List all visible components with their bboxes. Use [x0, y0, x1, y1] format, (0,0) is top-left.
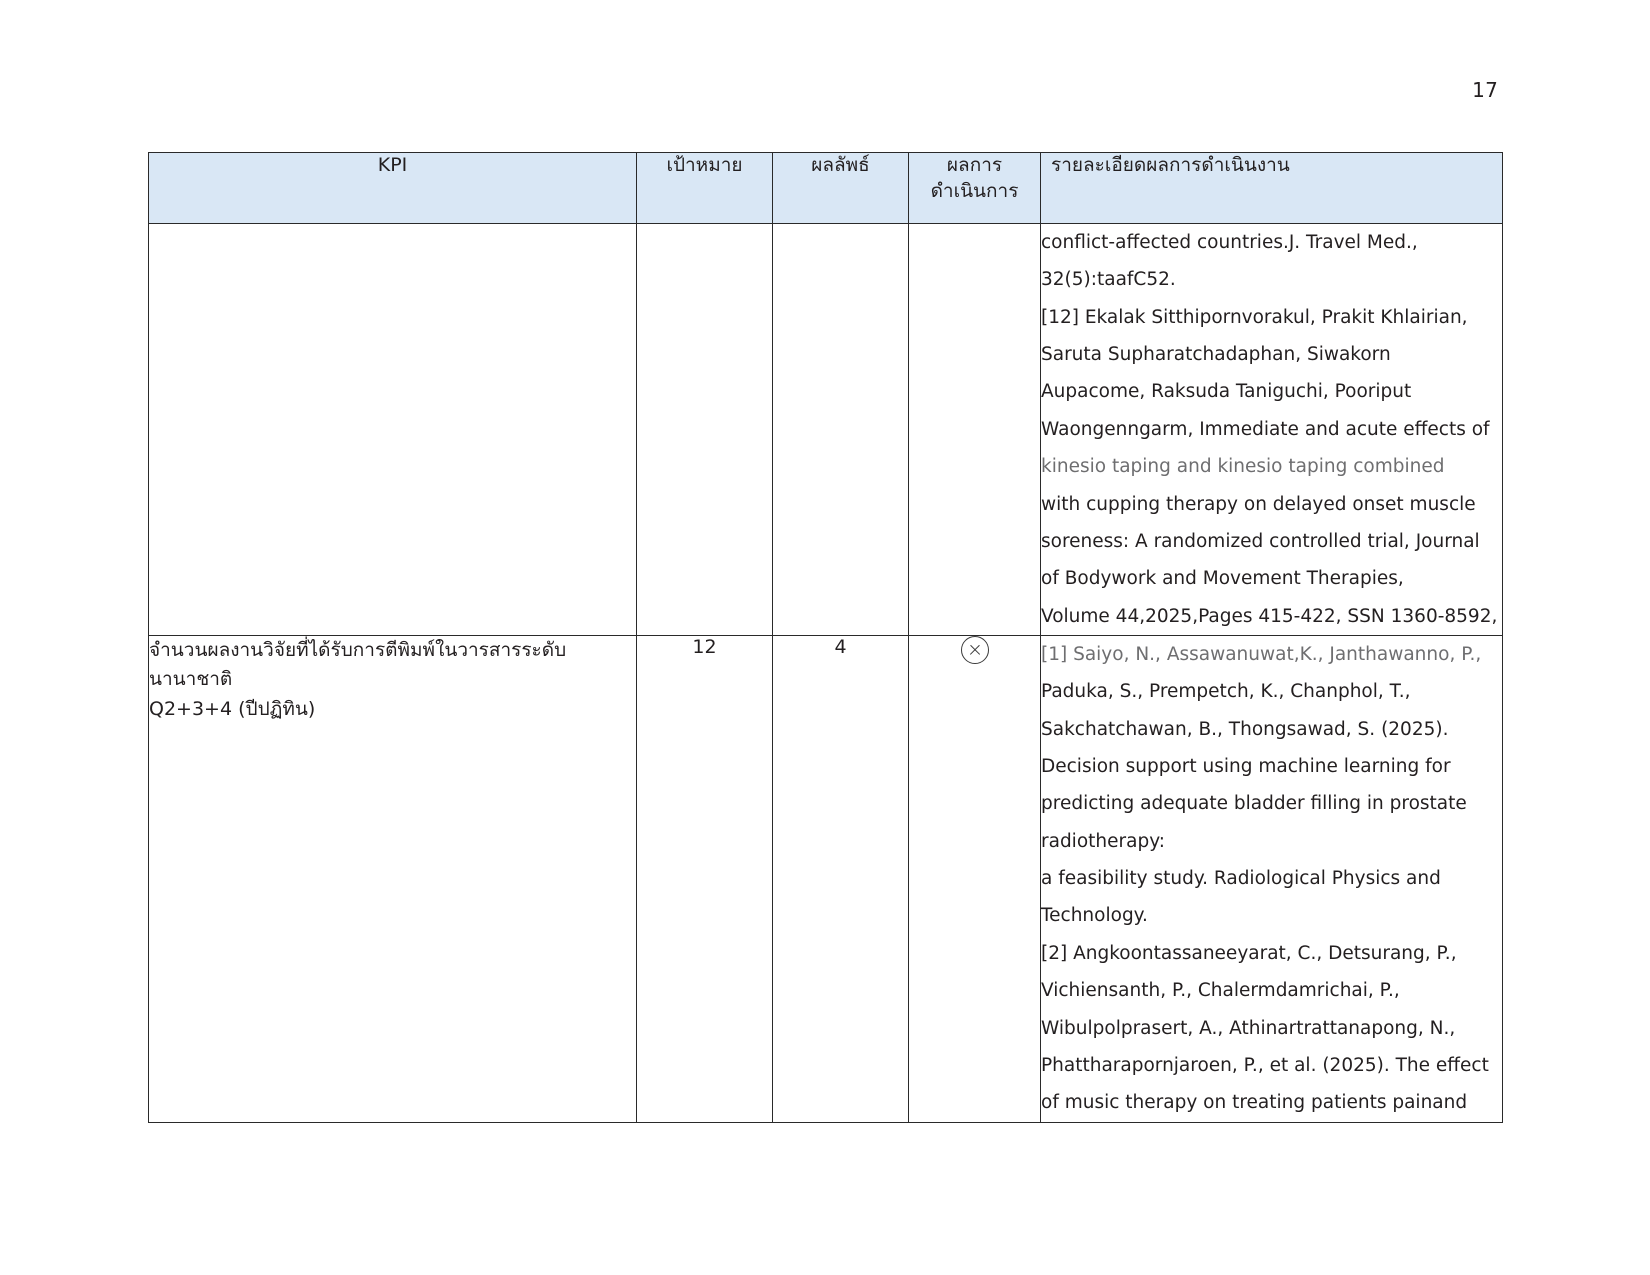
column-header-target: เป้าหมาย: [637, 153, 773, 224]
column-header-result: ผลลัพธ์: [773, 153, 909, 224]
cell-result: 4: [773, 635, 909, 1122]
detail-line: Volume 44,2025,Pages 415-422, SSN 1360-8592,: [1041, 605, 1498, 627]
detail-line: 32(5):taafC52.: [1041, 269, 1176, 291]
column-header-status-line1: ผลการ: [946, 154, 1003, 176]
detail-line: soreness: A randomized controlled trial, Journal: [1041, 530, 1480, 552]
kpi-line-2: Q2+3+4 (ปีปฏิทิน): [149, 697, 316, 720]
kpi-line-1: จำนวนผลงานวิจัยที่ได้รับการตีพิมพ์ในวารสารระดับนานาชาติ: [149, 638, 567, 691]
kpi-results-table: [148, 152, 1503, 1123]
table-row: [149, 224, 1503, 636]
detail-line: [1] Saiyo, N., Assawanuwat,K., Janthawanno, P.,: [1041, 643, 1482, 665]
cell-target: 12: [637, 635, 773, 1122]
cross-circle-icon: [961, 636, 989, 664]
detail-line: kinesio taping and kinesio taping combined: [1041, 456, 1445, 478]
cell-target: [637, 224, 773, 636]
detail-line: a feasibility study. Radiological Physics and: [1041, 868, 1441, 890]
cell-result: [773, 224, 909, 636]
detail-line: Technology.: [1041, 905, 1148, 927]
detail-line: Saruta Supharatchadaphan, Siwakorn: [1041, 344, 1391, 366]
column-header-detail: รายละเอียดผลการดำเนินงาน: [1041, 153, 1503, 224]
cell-detail: [1041, 224, 1503, 636]
detail-line: Wibulpolprasert, A., Athinartrattanapong, N.,: [1041, 1017, 1456, 1039]
cell-status: [909, 635, 1041, 1122]
column-header-status-line2: ดำเนินการ: [930, 179, 1019, 202]
table-row: [149, 635, 1503, 1122]
detail-line: conflict-affected countries.J. Travel Med.,: [1041, 232, 1418, 253]
column-header-kpi: KPI: [149, 153, 637, 224]
detail-line: Sakchatchawan, B., Thongsawad, S. (2025).: [1041, 718, 1449, 740]
detail-line: of Bodywork and Movement Therapies,: [1041, 568, 1404, 590]
detail-line: [12] Ekalak Sitthipornvorakul, Prakit Khlairian,: [1041, 306, 1468, 328]
detail-line: Paduka, S., Prempetch, K., Chanphol, T.,: [1041, 681, 1411, 703]
detail-line: Vichiensanth, P., Chalermdamrichai, P.,: [1041, 980, 1400, 1002]
detail-line: Aupacome, Raksuda Taniguchi, Pooriput: [1041, 381, 1412, 403]
cell-kpi: [149, 635, 637, 1122]
table-header-row: [149, 153, 1503, 224]
detail-line: Waongenngarm, Immediate and acute effects of: [1041, 418, 1490, 440]
detail-line: radiotherapy:: [1041, 830, 1166, 852]
page-number: 17: [1472, 78, 1498, 102]
detail-line: of music therapy on treating patients painand: [1041, 1092, 1468, 1114]
column-header-status: [909, 153, 1041, 224]
detail-line: [2] Angkoontassaneeyarat, C., Detsurang, P.,: [1041, 942, 1457, 964]
cell-kpi: [149, 224, 637, 636]
cell-detail: [1041, 635, 1503, 1122]
cell-status: [909, 224, 1041, 636]
detail-line: predicting adequate bladder filling in prostate: [1041, 793, 1467, 815]
detail-line: Phattharapornjaroen, P., et al. (2025). The effect: [1041, 1054, 1489, 1076]
detail-line: with cupping therapy on delayed onset muscle: [1041, 493, 1476, 515]
detail-line: Decision support using machine learning for: [1041, 756, 1451, 778]
